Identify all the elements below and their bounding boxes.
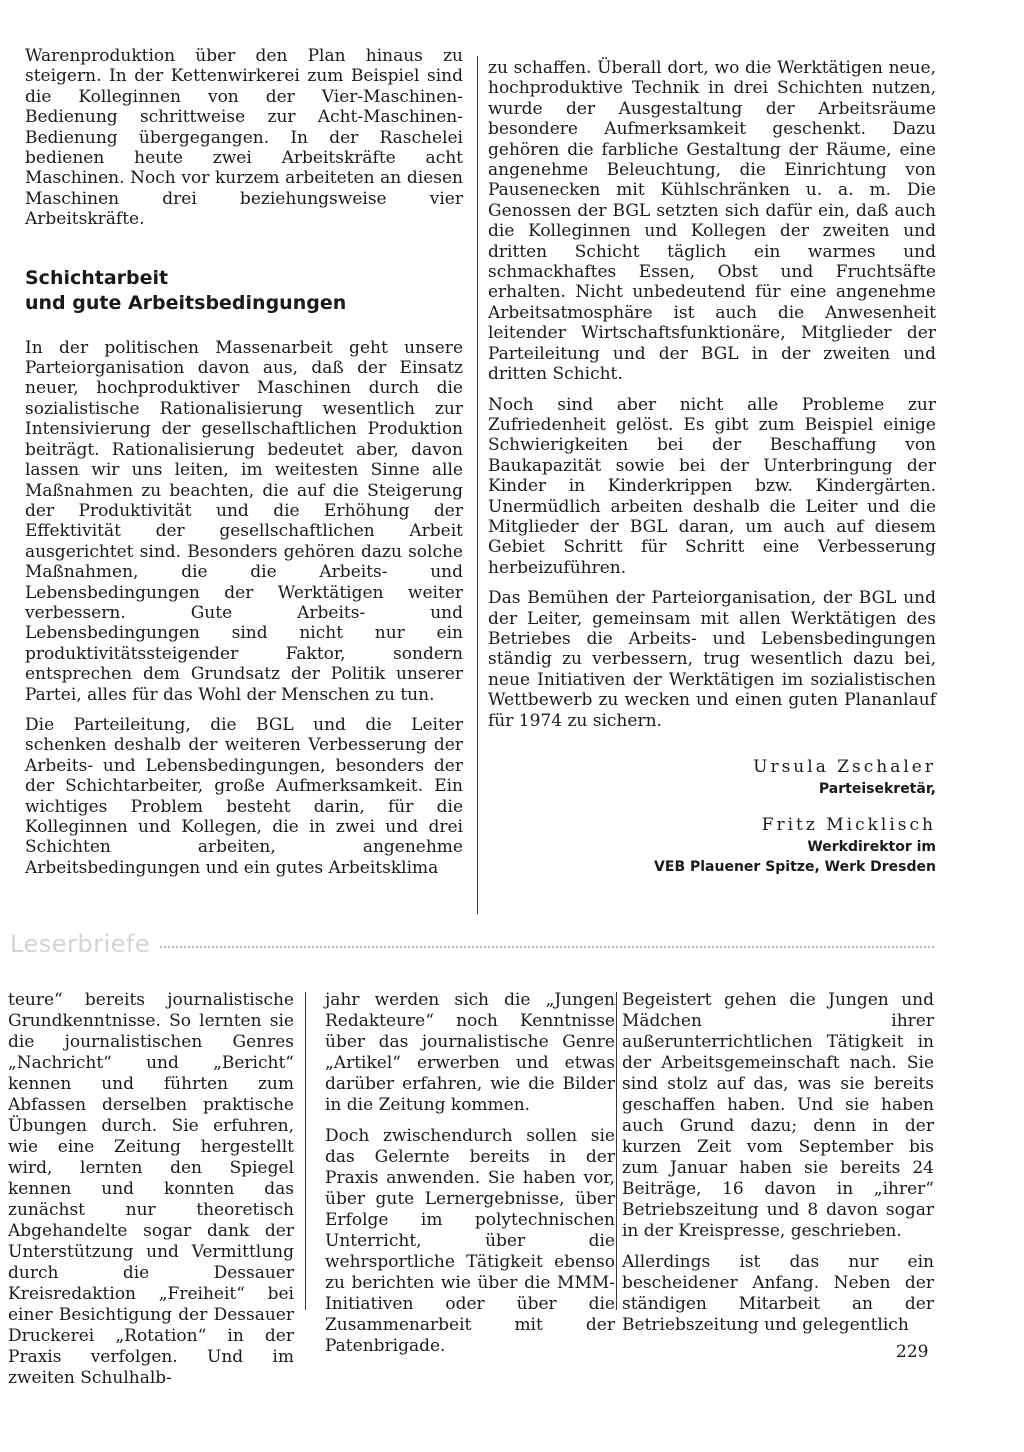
page-number: 229	[896, 1342, 929, 1362]
author-role: Werkdirektor im	[807, 839, 936, 855]
author-name: Fritz Micklisch	[761, 815, 936, 835]
author-role: Parteisekretär,	[818, 781, 936, 797]
paragraph: Das Bemühen der Parteiorganisation, der BGL und der Leiter, gemeinsam mit allen Werktätigen des Betriebes die Arbeits- und Lebensbedingungen ständig zu verbessern, trug wesentlich dazu bei, neue Initiativen der Werktätigen im sozialistischen Wettbewerb zu wecken und einen guten Plananlauf für 1974 zu sichern.	[488, 588, 936, 731]
author-name: Ursula Zschaler	[753, 757, 936, 777]
letter-column-3	[622, 990, 934, 1336]
column-divider	[477, 56, 478, 914]
signature-block	[488, 755, 936, 799]
signature-block	[488, 813, 936, 877]
paragraph: jahr werden sich die „Jungen Redakteure“ noch Kenntnisse über das journalistische Genre „Artikel“ erwerben und etwas darüber erfahren, wie die Bilder in die Zeitung kommen.	[325, 990, 615, 1115]
section-label: Leserbriefe	[10, 930, 151, 958]
column-divider	[305, 992, 306, 1310]
paragraph: zu schaffen. Überall dort, wo die Werktätigen neue, hochproduktive Technik in drei Schichten nutzen, wurde der Ausgestaltung der Arbeitsräume besondere Aufmerksamkeit geschenkt. Dazu gehören die farbliche Gestaltung der Räume, eine angenehme Beleuchtung, die Einrichtung von Pausenecken mit Kühlschränken u. a. m. Die Genossen der BGL setzten sich dafür ein, daß auch die Kolleginnen und Kollegen der zweiten und dritten Schicht täglich ein warmes und schmackhaftes Essen, Obst und Fruchtsäfte erhalten. Nicht unbedeutend für eine angenehme Arbeitsatmosphäre ist auch die Anwesenheit leitender Wirtschaftsfunktionäre, Mitglieder der Parteileitung und der BGL in der zweiten und dritten Schicht.	[488, 58, 936, 385]
paragraph: Die Parteileitung, die BGL und die Leiter schenken deshalb der weiteren Verbesserung der Arbeits- und Lebensbedingungen, besonders der der Schichtarbeiter, große Aufmerksamkeit. Ein wichtiges Problem besteht darin, für die Kolleginnen und Kollegen, die in zwei und drei Schichten arbeiten, angenehme Arbeitsbedingungen und ein gutes Arbeitsklima	[25, 714, 463, 878]
paragraph: Warenproduktion über den Plan hinaus zu steigern. In der Kettenwirkerei zum Beispiel sind die Kolleginnen von der Vier-Maschinen-Bedienung schrittweise zur Acht-Maschinen-Bedienung übergegangen. In der Raschelei bedienen heute zwei Arbeitskräfte acht Maschinen. Noch vor kurzem arbeiteten an diesen Maschinen drei beziehungsweise vier Arbeitskräfte.	[25, 46, 463, 230]
heading-line-2: und gute Arbeitsbedingungen	[25, 291, 347, 314]
letter-column-1	[8, 990, 294, 1389]
dotted-divider	[160, 946, 934, 948]
paragraph: Begeistert gehen die Jungen und Mädchen ihrer außerunterrichtlichen Tätigkeit in der Arbeitsgemeinschaft nach. Sie sind stolz auf das, was sie bereits geschaffen haben. Und sie haben auch Grund dazu; denn in der kurzen Zeit vom September bis zum Januar haben sie bereits 24 Beiträge, 16 davon in „ihrer“ Betriebszeitung und 8 davon sogar in der Kreispresse, geschrieben.	[622, 990, 934, 1241]
paragraph: teure“ bereits journalistische Grundkenntnisse. So lernten sie die journalistischen Genres „Nachricht“ und „Bericht“ kennen und führten zum Abfassen derselben praktische Übungen durch. Sie erfuhren, wie eine Zeitung hergestellt wird, lernten den Spiegel kennen und konnten das zunächst nur theoretisch Abgehandelte sogar dank der Unterstützung und Vermittlung durch die Dessauer Kreisredaktion „Freiheit“ bei einer Besichtigung der Dessauer Druckerei „Rotation“ in der Praxis verfolgen. Und im zweiten Schulhalb-	[8, 990, 294, 1388]
column-divider	[616, 992, 617, 1310]
letter-column-2	[325, 990, 615, 1357]
heading-line-1: Schichtarbeit	[25, 266, 169, 289]
section-heading	[25, 266, 463, 316]
paragraph: Allerdings ist das nur ein bescheidener Anfang. Neben der ständigen Mitarbeit an der Betriebszeitung und gelegentlich	[622, 1252, 934, 1335]
author-affiliation: VEB Plauener Spitze, Werk Dresden	[654, 859, 936, 875]
paragraph: Doch zwischendurch sollen sie das Gelernte bereits in der Praxis anwenden. Sie haben vor, über gute Lernergebnisse, über Erfolge im polytechnischen Unterricht, über die wehrsportliche Tätigkeit ebenso zu berichten wie über die MMM-Initiativen oder über die Zusammenarbeit mit der Patenbrigade.	[325, 1126, 615, 1356]
paragraph: Noch sind aber nicht alle Probleme zur Zufriedenheit gelöst. Es gibt zum Beispiel einige Schwierigkeiten bei der Beschaffung von Baukapazität sowie bei der Unterbringung der Kinder in Kinderkrippen bzw. Kindergärten. Unermüdlich arbeiten deshalb die Leiter und die Mitglieder der BGL daran, um auch auf diesem Gebiet Schritt für Schritt eine Verbesserung herbeizuführen.	[488, 394, 936, 578]
article-column-right	[488, 58, 936, 877]
article-column-left	[25, 46, 463, 878]
paragraph: In der politischen Massenarbeit geht unsere Parteiorganisation davon aus, daß der Einsatz neuer, hochproduktiver Maschinen durch die sozialistische Rationalisierung wesentlich zur Intensivierung der gesellschaftlichen Produktion beiträgt. Rationalisierung bedeutet aber, davon lassen wir uns leiten, im weitesten Sinne alle Maßnahmen zu beachten, die auf die Steigerung der Produktivität und die Erhöhung der Effektivität der gesellschaftlichen Arbeit ausgerichtet sind. Besonders gehören dazu solche Maßnahmen, die die Arbeits- und Lebensbedingungen der Werktätigen weiter verbessern. Gute Arbeits- und Lebensbedingungen sind nicht nur ein produktivitätssteigender Faktor, sondern entsprechen dem Grundsatz der Politik unserer Partei, alles für das Wohl der Menschen zu tun.	[25, 337, 463, 705]
section-banner	[0, 928, 1024, 962]
